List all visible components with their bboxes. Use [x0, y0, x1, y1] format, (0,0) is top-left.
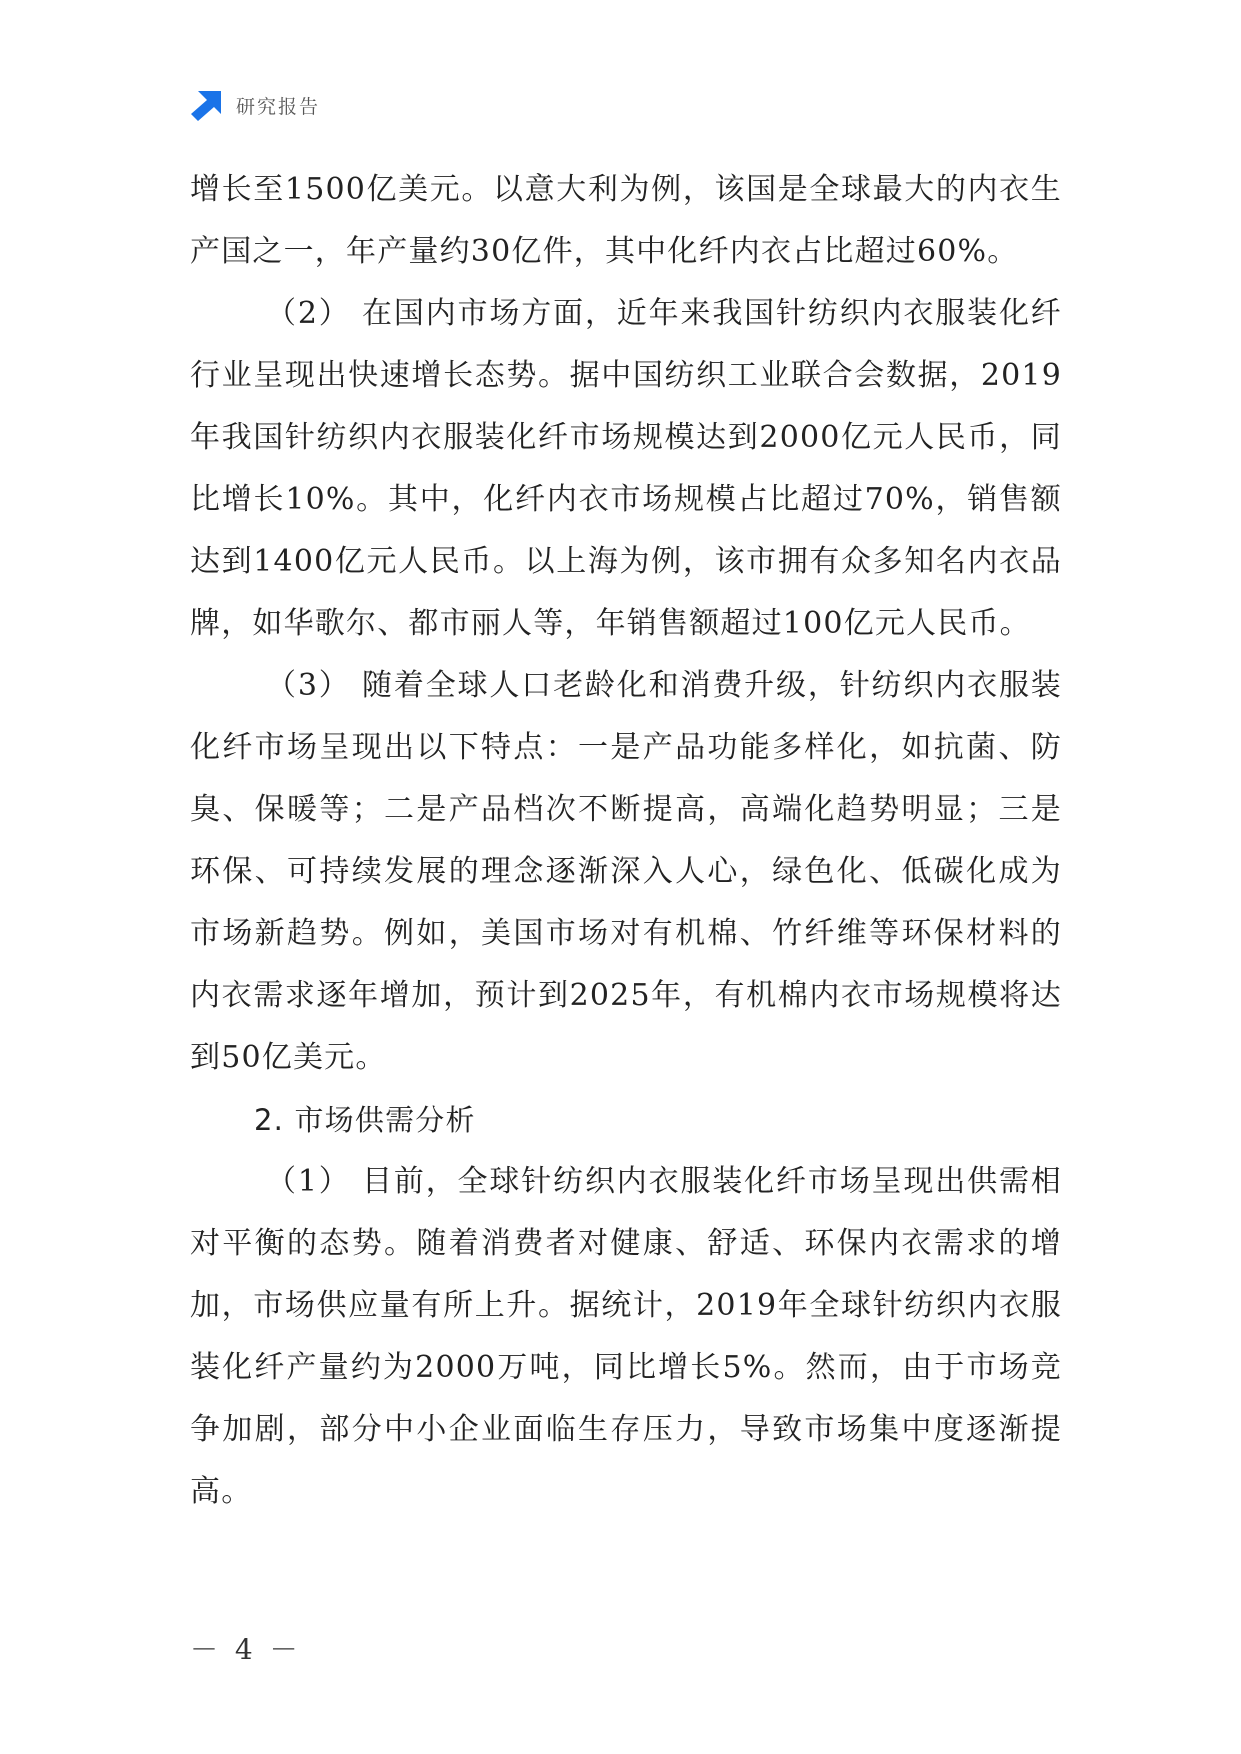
header-title: 研究报告	[236, 95, 321, 118]
page-number: － 4 －	[190, 1633, 302, 1666]
page-header	[190, 88, 320, 122]
document-body	[190, 159, 1062, 1523]
paragraph-continuation: 增长至1500亿美元。以意大利为例，该国是全球最大的内衣生产国之一，年产量约30亿件，其中化纤内衣占比超过60%。	[190, 172, 1062, 269]
paragraph-supply-demand: （1） 目前，全球针纺织内衣服装化纤市场呈现出供需相对平衡的态势。随着消费者对健康、舒适、环保内衣需求的增加，市场供应量有所上升。据统计，2019年全球针纺织内衣服装化纤产量约为2000万吨，同比增长5%。然而，由于市场竞争加剧，部分中小企业面临生存压力，导致市场集中度逐渐提高。	[190, 1164, 1062, 1509]
section-heading-supply-demand: 2. 市场供需分析	[254, 1103, 476, 1137]
paragraph-market-features: （3） 随着全球人口老龄化和消费升级，针纺织内衣服装化纤市场呈现出以下特点：一是产品功能多样化，如抗菌、防臭、保暖等；二是产品档次不断提高，高端化趋势明显；三是环保、可持续发展的理念逐渐深入人心，绿色化、低碳化成为市场新趋势。例如，美国市场对有机棉、竹纤维等环保材料的内衣需求逐年增加，预计到2025年，有机棉内衣市场规模将达到50亿美元。	[190, 668, 1062, 1075]
arrow-up-right-logo-icon	[190, 88, 224, 122]
paragraph-domestic-market: （2） 在国内市场方面，近年来我国针纺织内衣服装化纤行业呈现出快速增长态势。据中国纺织工业联合会数据，2019年我国针纺织内衣服装化纤市场规模达到2000亿元人民币，同比增长10%。其中，化纤内衣市场规模占比超过70%，销售额达到1400亿元人民币。以上海为例，该市拥有众多知名内衣品牌，如华歌尔、都市丽人等，年销售额超过100亿元人民币。	[190, 296, 1062, 641]
